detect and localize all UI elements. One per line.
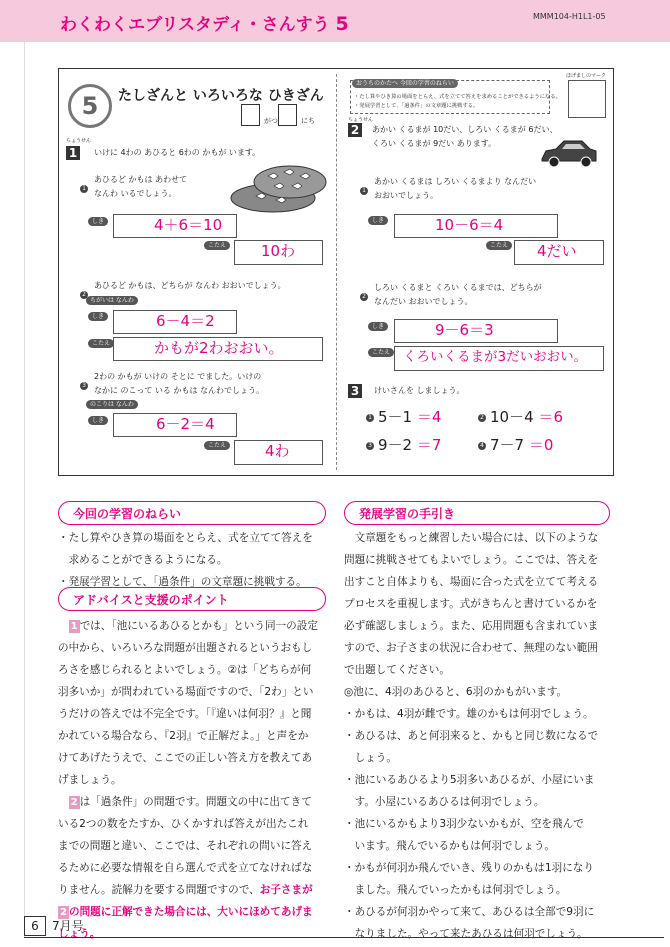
q2-number: 2 [348, 123, 362, 137]
q1a-shiki-tag: しき [88, 217, 108, 226]
q1b-answer-box[interactable]: かもが2わおおい。 [113, 337, 323, 361]
stamp-label: ほげましのマーク [566, 73, 607, 79]
q2a-kotae-tag: こたえ [486, 241, 512, 250]
q1-intro: いけに 4わの あひると 6わの かもが います。 [94, 148, 261, 157]
car-illustration [538, 137, 600, 171]
advanced-section-body: 文章題をもっと練習したい場合には、以下のような 問題に挑戦させてもよいでしょう。ここでは、答えを 出すこと自体よりも、場面に合った式を立てて考える プロセスを重視します。式がきちんと書けているかを 必ず確認しましょう。また、応用問題も含まれていま すので、お子さまの状況に合わせて、無理のない範囲 で出題してください。 ◎池に、4羽のあひると、6羽のかもがいます。 ・かもは、4羽が雌です。雄のかもは何羽でしょう。 ・あひるは、あと何羽来ると、かもと同じ数になるで しょう。 ・池にいるあひるより5羽多いあひるが、小屋にいま す。小屋にいるあひるは何羽でしょう。 ・池にいるかもより3羽少ないかもが、空を飛んで います。飛んでいるかもは何羽でしょう。 ・かもが何羽か飛んでいき、残りのかもは1羽になり ました。飛んでいったかもは何羽でしょう。 ・あひるが何羽かやって来て、あひるは全部で9羽に なりました。やって来たあひるは何羽でしょう。 [344, 532, 599, 940]
challenge-label: ちょうせん [66, 138, 92, 144]
goal-section-heading: 今回の学習のねらい [58, 501, 326, 525]
q1b-text: あひるど かもは、どちらが なんわ おおいでしょう。 [94, 281, 286, 290]
parents-goal-line-2: ・発展学習として、「過条件」の文章題に挑戦する。 [354, 103, 479, 109]
worksheet-title: たしざんと いろいろな ひきざん [118, 88, 324, 104]
q1c-remaining-tag: のこりは なんわ [86, 400, 138, 409]
q1c-shiki-tag: しき [88, 416, 108, 425]
q1b-kotae-tag: こたえ [88, 339, 114, 348]
q1a-text-2: なんわ いるでしょう。 [94, 189, 177, 198]
header-title: わくわくエブリスタディ・さんすう 5 [60, 13, 349, 35]
month-box[interactable] [241, 104, 260, 126]
q3-item-1: 1 5－1 ＝4 [366, 406, 441, 427]
q3-item-4: 4 7－7 ＝0 [478, 434, 553, 455]
q2b-text-2: なんだい おおいでしょう。 [374, 297, 473, 306]
day-label: にち [301, 117, 315, 125]
advice-section-body: 1 では、「池にいるあひるとかも」という同一の設定 の中から、いろいろな問題が出題されるというおもし ろさを感じられるとよいでしょう。②は「どちらが何 羽多いか」が問われている場面ですので、「2わ」とい うだけの答えでは不完全です。「『違いは何羽？』と聞 かれている場合なら、『2羽』で正解だよ。」と声をか けてあげたうえで、ここでの正しい答え方を教えてあ げましょう。 2 は「過条件」の問題です。問題文の中に出てきて いる2つの数をたすか、ひくかすれば答えが出たこれ までの問題と違い、ここでは、それぞれの問いに答え るために必要な情報を自ら選んで式を立てなければな りません。読解力を要する問題ですので、お子さまが 2 の問題に正解できた場合には、大いにほめてあげま しょう。 [58, 620, 318, 940]
q1c-marker: 3 [80, 375, 92, 394]
q1a-answer-box[interactable]: 10わ [234, 240, 323, 265]
q1a-text-1: あひるど かもは あわせて [94, 175, 188, 184]
header-code: MMM104-H1L1-05 [533, 12, 606, 21]
q1a-kotae-tag: こたえ [204, 241, 230, 250]
q2b-text-1: しろい くるまと くろい くるまでは、どちらが [374, 283, 542, 292]
q2-intro-2: くろい くるまが 9だい あります。 [372, 139, 497, 148]
side-margin-line [24, 42, 25, 937]
q1b-shiki-tag: しき [88, 312, 108, 321]
q1c-text-2: なかに のこって いる かもは なんわでしょう。 [94, 386, 265, 395]
q1-number: 1 [66, 146, 80, 160]
q2a-text-1: あかい くるまは しろい くるまより なんだい [374, 177, 537, 186]
q1c-answer-box[interactable]: 4わ [234, 440, 323, 465]
q1b-difference-tag: ちがいは なんわ [86, 296, 138, 305]
parents-goal-label: おうちのかたへ 今回の学習のねらい [352, 79, 458, 88]
q2b-marker: 2 [360, 286, 372, 305]
q3-item-3: 3 9－2 ＝7 [366, 434, 441, 455]
q2a-marker: 1 [360, 180, 372, 199]
q1c-expression-box[interactable]: 6－2＝4 [113, 413, 237, 437]
q2a-expression-box[interactable]: 10－6＝4 [394, 214, 558, 238]
q3-number: 3 [348, 384, 362, 398]
pond-illustration [228, 162, 328, 214]
lesson-number-badge: 5 [68, 84, 112, 128]
advice-section-heading: アドバイスと支援のポイント [58, 587, 326, 611]
issue-label: 7月号 [52, 919, 84, 933]
parents-goal-line-1: ・たし算やひき算の場面をとらえ、式を立てて答えを求めることができるようになる。 [354, 94, 561, 100]
day-box[interactable] [278, 104, 297, 126]
q2b-kotae-tag: こたえ [368, 348, 394, 357]
q1a-expression-box[interactable]: 4＋6＝10 [113, 214, 237, 238]
q2b-expression-box[interactable]: 9－6＝3 [394, 319, 558, 343]
worksheet-divider [336, 74, 337, 470]
q2a-text-2: おおいでしょう。 [374, 191, 438, 200]
q2a-shiki-tag: しき [368, 216, 388, 225]
q1c-kotae-tag: こたえ [204, 441, 230, 450]
q1c-text-1: 2わの かもが いけの そとに でました。いけの [94, 372, 262, 381]
goal-section-body: ・たし算やひき算の場面をとらえ、式を立てて答えを 求めることができるようになる。 ・発展学習として、「過条件」の文章題に挑戦する。 [58, 532, 313, 588]
q2-intro-1: あかい くるまが 10だい、しろい くるまが 6だい、 [372, 125, 558, 134]
q1b-expression-box[interactable]: 6－4＝2 [113, 310, 237, 334]
footer-rule [24, 937, 664, 938]
q2b-answer-box[interactable]: くろいくるまが3だいおおい。 [394, 346, 604, 371]
month-label: がつ [264, 117, 278, 125]
advanced-section-heading: 発展学習の手引き [344, 501, 610, 525]
page-number: 6 [24, 916, 46, 936]
q3-intro: けいさんを しましょう。 [374, 386, 465, 395]
q2b-shiki-tag: しき [368, 322, 388, 331]
q1a-marker: 1 [80, 178, 92, 197]
stamp-box [568, 80, 606, 118]
q1b-marker: 2 [80, 284, 92, 303]
q3-item-2: 2 10－4 ＝6 [478, 406, 563, 427]
q2-challenge-label: ちょうせん [348, 117, 374, 123]
q2a-answer-box[interactable]: 4だい [514, 240, 604, 265]
